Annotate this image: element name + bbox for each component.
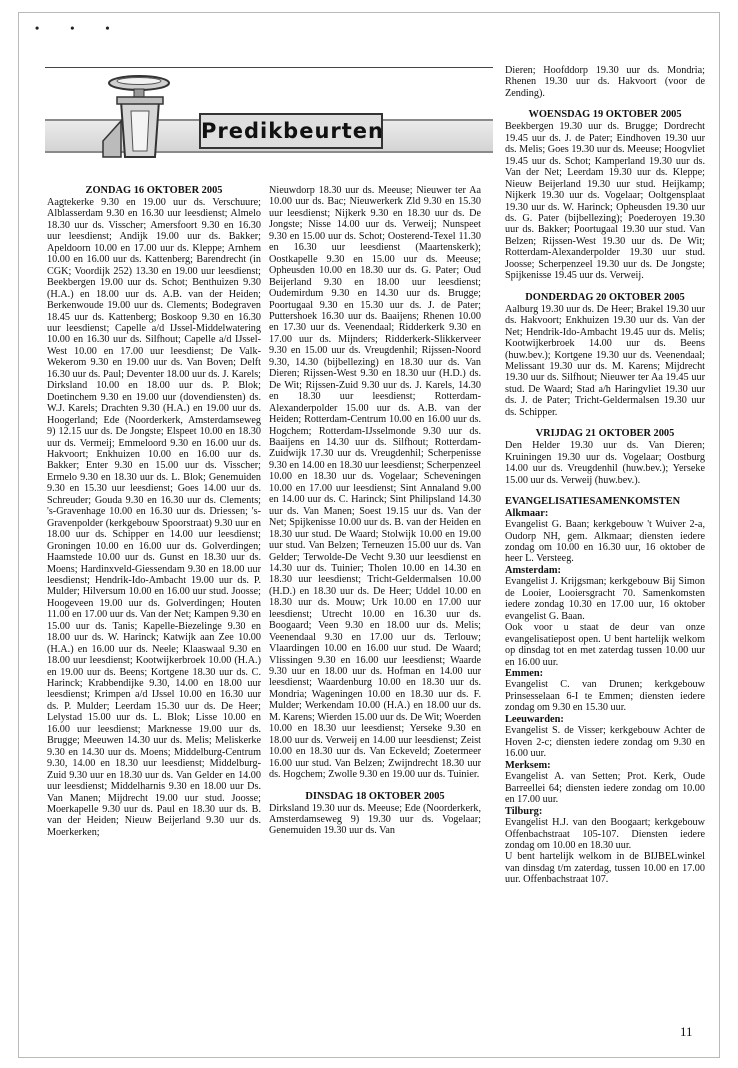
sunday-services: Aagtekerke 9.30 en 19.00 uur ds. Verschuure; Alblasserdam 9.30 en 16.30 uur leesdienst; Almelo 18.30 uur ds. Visscher; Amersfoort 9.30 en 16.30 uur leesdienst; Andijk 19.00 uur ds. Bakker; Apeldoorn 10.00 en 17.00 uur ds. Kleppe; Arnhem 10.00 en 16.00 uur ds. Kattenberg; Barendrecht (in CGK; Voordijk 252) 13.30 en 19.00 uur leesdienst; Beekbergen 19.00 uur ds. Schot; Benthuizen 9.30 (H.A.) en 18.00 uur ds. A.B. van der Heiden; Berkenwoude 19.00 uur ds. Clements; Bodegraven 18.45 uur ds. Kattenberg; Boskoop 9.30 en 16.30 uur leesdienst; Capelle a/d IJssel-Middelwatering 10.00 en 16.30 uur ds. Silfhout; Capelle a/d IJssel-West 10.00 en 17.00 uur leesdienst; De Valk-Wekerom 9.30 en 19.00 uur ds. Van Boven; Delft 16.30 uur ds. Paul; Deventer 18.00 uur ds. J. Karels; Dirksland 10.00 en 18.00 uur ds. P. Blok; Doetinchem 9.30 en 19.00 uur (dovendiensten) ds. W.J. Karels; Drachten 9.30 (H.A.) en 19.00 uur ds. Hoogerland; Ede (Noorderkerk, Amsterdamseweg 9) 12.15 uur ds. De Jongste; Elspeet 10.00 en 18.30 uur ds. Vermeij; Emmeloord 9.30 en 16.00 uur ds. Hakvoort; Enkhuizen 10.00 en 16.00 uur ds. Bakker; Enter 9.30 en 15.00 uur ds. Visscher; Ermelo 9.30 en 18.30 uur ds. L. Blok; Genemuiden 9.30 en 15.30 uur leesdienst; Goes 14.00 uur ds. Schreuder; Gouda 9.30 en 16.30 uur ds. Clements; 's-Gravenhage 10.00 en 16.30 uur ds. Driessen; 's-Gravenpolder (kerkgebouw Spoorstraat) 9.30 uur en 18.00 uur ds. Schipper en 14.00 uur leesdienst; Groningen 10.00 en 16.00 uur ds. Golverdingen; Haamstede 10.00 uur ds. Gunst en 18.30 uur ds. Moens; Hardinxveld-Giessendam 9.30 en 18.00 uur leesdienst; Hendrik-Ido-Ambacht 19.00 uur ds. P. Mulder; Hilversum 10.00 en 16.00 uur stud. Joosse; Hoogeveen 19.00 uur ds. Golverdingen; Houten 11.00 en 17.00 uur ds. Van der Net; Kampen 9.30 en 15.00 uur ds. Tanis; Kapelle-Biezelinge 9.30 en 18.00 uur ds. W. Harinck; Katwijk aan Zee 10.00 (H.A.) en 16.00 uur ds. Neele; Klaaswaal 9.30 en 18.00 uur leesdienst; Kootwijkerbroek 10.00 (H.A.) en 19.00 uur ds. Beens; Kortgene 18.30 uur ds. C. Harinck; Krabbendijke 9.30, 14.00 en 18.00 uur leesdienst; Krimpen a/d IJssel 10.00 en 16.30 uur ds. P. Mulder; Leerdam 15.30 uur ds. De Heer; Lelystad 15.00 uur ds. L. Blok; Lisse 10.00 en 16.00 uur leesdienst; Marknesse 19.00 uur ds. Brugge; Meeuwen 14.30 uur ds. Melis; Meliskerke 9.30 en 14.30 uur ds. Moens; Middelburg-Centrum 9.30, 14.00 en 18.30 uur leesdienst; Middelburg-Zuid 9.30 uur en 18.30 uur ds. Van Gelder en 14.00 uur leesdienst; Middelharnis 9.30 en 18.00 uur Ds. Van Manen; Mijdrecht 19.00 uur stud. Joosse; Moerkapelle 9.30 uur ds. Paul en 18.30 uur ds. B. van der Heiden; Nieuw Beijerland 9.30 uur ds. Moerkerken; [47,197,261,838]
header-decoration: • • • [35,21,124,35]
page [18,12,720,1058]
page-number: 11 [680,1024,693,1039]
amsterdam-text-2: Ook voor u staat de deur van onze evangelisatiepost open. U bent hartelijk welkom op dinsdag tot en met zaterdag tussen 10.00 uur en 16.00 uur. [505,622,705,668]
sunday-services-continued: Nieuwdorp 18.30 uur ds. Meeuse; Nieuwer ter Aa 10.00 uur ds. Bac; Nieuwerkerk Zld 9.30 en 15.30 uur leesdienst; Nijkerk 9.30 en 18.30 uur ds. De Jongste; Nisse 14.00 uur ds. Verweij; Nunspeet 9.30 en 15.00 uur ds. Schot; Oosterend-Texel 11.30 en 16.30 uur leesdienst (Maartenskerk); Oostkapelle 9.30 en 15.00 uur ds. Meeuse; Opheusden 10.00 en 18.30 uur ds. G. Pater; Oud Beijerland 9.30 en 18.00 uur leesdienst; Oudemirdum 9.30 en 14.30 uur ds. Brugge; Poortugaal 9.30 en 15.30 uur ds. J. de Pater; Puttershoek 16.30 uur ds. Baaijens; Rhenen 10.00 en 17.30 uur ds. Veenendaal; Ridderkerk 9.30 en 17.00 uur ds. Mijnders; Ridderkerk-Slikkerveer 9.30 en 15.00 uur ds. Vreugdenhil; Rijssen-Noord 9.30, 14.30 (bijbellezing) en 18.30 uur ds. Van Dieren; Rijssen-West 9.30 en 18.30 uur (H.D.) ds. De Wit; Rijssen-Zuid 9.30 uur ds. J. Karels, 14.30 en 18.30 uur leesdienst; Rotterdam-Alexanderpolder 15.00 uur ds. A.B. van der Heiden; Rotterdam-Centrum 10.00 en 16.00 uur ds. Hogchem; Rotterdam-IJsselmonde 9.30 uur ds. Baaijens en 14.30 uur ds. Silfhout; Rotterdam-Zuidwijk 17.30 uur ds. Vreugdenhil; Scherpenisse 9.30 en 14.00 en 18.30 uur leesdienst; Scherpenzeel 10.00 en 18.30 uur ds. Vogelaar; Scheveningen 10.00 en 17.00 uur leesdienst; Sint Annaland 9.00 en 14.00 uur ds. C. Harinck; Sint Philipsland 14.30 uur ds. Van Manen; Soest 19.15 uur ds. Van der Net; Spijkenisse 10.00 uur ds. B. van der Heiden en 18.30 uur stud. De Waard; Stolwijk 10.00 en 19.00 uur stud. Van Belzen; Terneuzen 15.00 uur ds. Van Gelder; Terwolde-De Vecht 9.30 uur leesdienst en 14.30 uur ds. Tuinier; Tholen 10.00 en 14.30 en 18.30 uur leesdienst; Tricht-Geldermalsen 10.00 (H.D.) en 18.30 uur ds. De Heer; Uddel 10.00 en 18.30 uur ds. Mouw; Urk 10.00 en 17.00 uur leesdienst; Utrecht 10.00 en 16.30 uur ds. Boogaard; Veen 9.30 en 18.00 uur ds. Melis; Veenendaal 9.30 en 17.00 uur ds. Terlouw; Vlaardingen 10.00 en 16.00 uur stud. De Waard; Vlissingen 9.30 en 16.00 uur leesdienst; Waarde 9.30 uur en 18.00 uur ds. Hofman en 14.00 uur leesdienst; Waardenburg 10.00 en 18.30 uur ds. Mondria; Wageningen 10.00 en 18.30 uur ds. F. Mulder; Werkendam 10.00 (H.A.) en 18.00 uur ds. M. Karens; Wierden 15.00 uur ds. De Wit; Woerden 10.00 en 18.30 uur leesdienst; Yerseke 9.30 en 18.00 uur ds. Verweij en 14.00 uur leesdienst; Zeist 10.00 en 18.30 uur ds. Van Eckeveld; Zoetermeer 16.00 uur stud. Van Belzen; Zwijndrecht 18.30 uur ds. Hogchem; Zwolle 9.30 en 19.00 uur ds. Tuinier. [269,185,481,781]
thursday-services: Aalburg 19.30 uur ds. De Heer; Brakel 19.30 uur ds. Hakvoort; Enkhuizen 19.30 uur ds. Van der Net; Hendrik-Ido-Ambacht 19.45 uur ds. Melis; Kootwijkerbroek 14.00 uur ds. Beens (huw.bev.); Kortgene 19.30 uur ds. Veenendaal; Melissant 19.30 uur ds. M. Karens; Mijdrecht 19.30 uur ds. Silfhout; Nieuwer ter Aa 19.45 uur stud. De Waard; Stad a/h Haringvliet 19.30 uur ds. J. de Pater; Tricht-Geldermalsen 19.30 uur ds. Schipper. [505,303,705,418]
amsterdam-text: Evangelist J. Krijgsman; kerkgebouw Bij Simon de Looier, Looiersgracht 70. Samenkomsten iedere zondag 10.30 en 17.00 uur, 16 oktober evangelist G. Baan. [505,576,705,622]
tilburg-text-2: U bent hartelijk welkom in de BIJBELwinkel van dinsdag t/m zaterdag, tussen 10.00 en 17.00 uur. Offenbachstraat 107. [505,851,705,886]
alkmaar-text: Evangelist G. Baan; kerkgebouw 't Wuiver 2-a, Oudorp NH, gem. Alkmaar; diensten iedere zondag om 10.00 en 16.30 uur, 16 oktober de heer L. Versteeg. [505,519,705,565]
tilburg-heading: Tilburg: [505,805,543,817]
tuesday-services-continued: Dieren; Hoofddorp 19.30 uur ds. Mondria; Rhenen 19.30 uur ds. Hakvoort (voor de Zending). [505,65,705,99]
top-rule [45,67,493,68]
page-title: Predikbeurten [199,113,383,149]
amsterdam-heading: Amsterdam: [505,564,561,576]
friday-services: Den Helder 19.30 uur ds. Van Dieren; Kruiningen 19.30 uur ds. Vogelaar; Oostburg 14.00 uur ds. Vreugdenhil (huw.bev.); Yerseke 15.00 uur ds. Verweij (huw.bev.). [505,440,705,486]
column-2 [269,185,481,837]
sunday-heading: ZONDAG 16 OKTOBER 2005 [85,185,223,196]
wednesday-services: Beekbergen 19.30 uur ds. Brugge; Dordrecht 19.45 uur ds. J. de Pater; Eindhoven 19.30 uur ds. Melis; Goes 19.30 uur ds. Meeuse; Hoogvliet 19.45 uur ds. Schot; Kamperland 19.30 uur ds. Van der Net; Leerdam 19.30 uur ds. Kleppe; Nieuw Beijerland 19.30 uur stud. Heijkamp; Nijkerk 19.30 uur ds. Vogelaar; Ooltgensplaat 19.30 uur ds. W. Harinck; Opheusden 19.30 uur ds. G. Pater (bijbellezing); Poederoyen 19.30 uur ds. Bakker; Poortugaal 19.30 uur stud. Van Belzen; Rijssen-West 19.30 uur ds. De Wit; Rotterdam-Alexanderpolder 19.30 uur stud. Joosse; Scherpenzeel 19.30 uur ds. De Jongste; Spijkenisse 19.45 uur ds. Verweij. [505,121,705,282]
tilburg-text: Evangelist H.J. van den Boogaart; kerkgebouw Offenbachstraat 105-107. Diensten iedere zondag om 10.00 en 18.30 uur. [505,817,705,851]
leeuwarden-heading: Leeuwarden: [505,713,564,725]
alkmaar-heading: Alkmaar: [505,507,549,519]
merksem-text: Evangelist A. van Setten; Prot. Kerk, Oude Barreellei 64; diensten iedere zondag om 10.00 en 17.00 uur. [505,771,705,806]
friday-heading: VRIJDAG 21 OKTOBER 2005 [535,428,675,440]
emmen-heading: Emmen: [505,667,544,679]
title-banner [45,99,493,157]
column-3 [505,65,705,886]
leeuwarden-text: Evangelist S. de Visser; kerkgebouw Achter de Hoven 2-c; diensten iedere zondag om 9.30 en 16.00 uur. [505,725,705,760]
tuesday-heading: DINSDAG 18 OKTOBER 2005 [305,790,445,802]
pulpit-icon [91,71,181,159]
column-1 [47,185,261,838]
wednesday-heading: WOENSDAG 19 OKTOBER 2005 [528,109,682,121]
evangelisation-heading: EVANGELISATIESAMENKOMSTEN [505,496,681,508]
tuesday-services: Dirksland 19.30 uur ds. Meeuse; Ede (Noorderkerk, Amsterdamseweg 9) 19.30 uur ds. Vogelaar; Genemuiden 19.30 uur ds. Van [269,802,481,837]
emmen-text: Evangelist C. van Drunen; kerkgebouw Prinsesselaan 6-I te Emmen; diensten iedere zondag om 9.30 en 15.30 uur. [505,679,705,714]
merksem-heading: Merksem: [505,759,551,771]
thursday-heading: DONDERDAG 20 OKTOBER 2005 [525,291,685,303]
